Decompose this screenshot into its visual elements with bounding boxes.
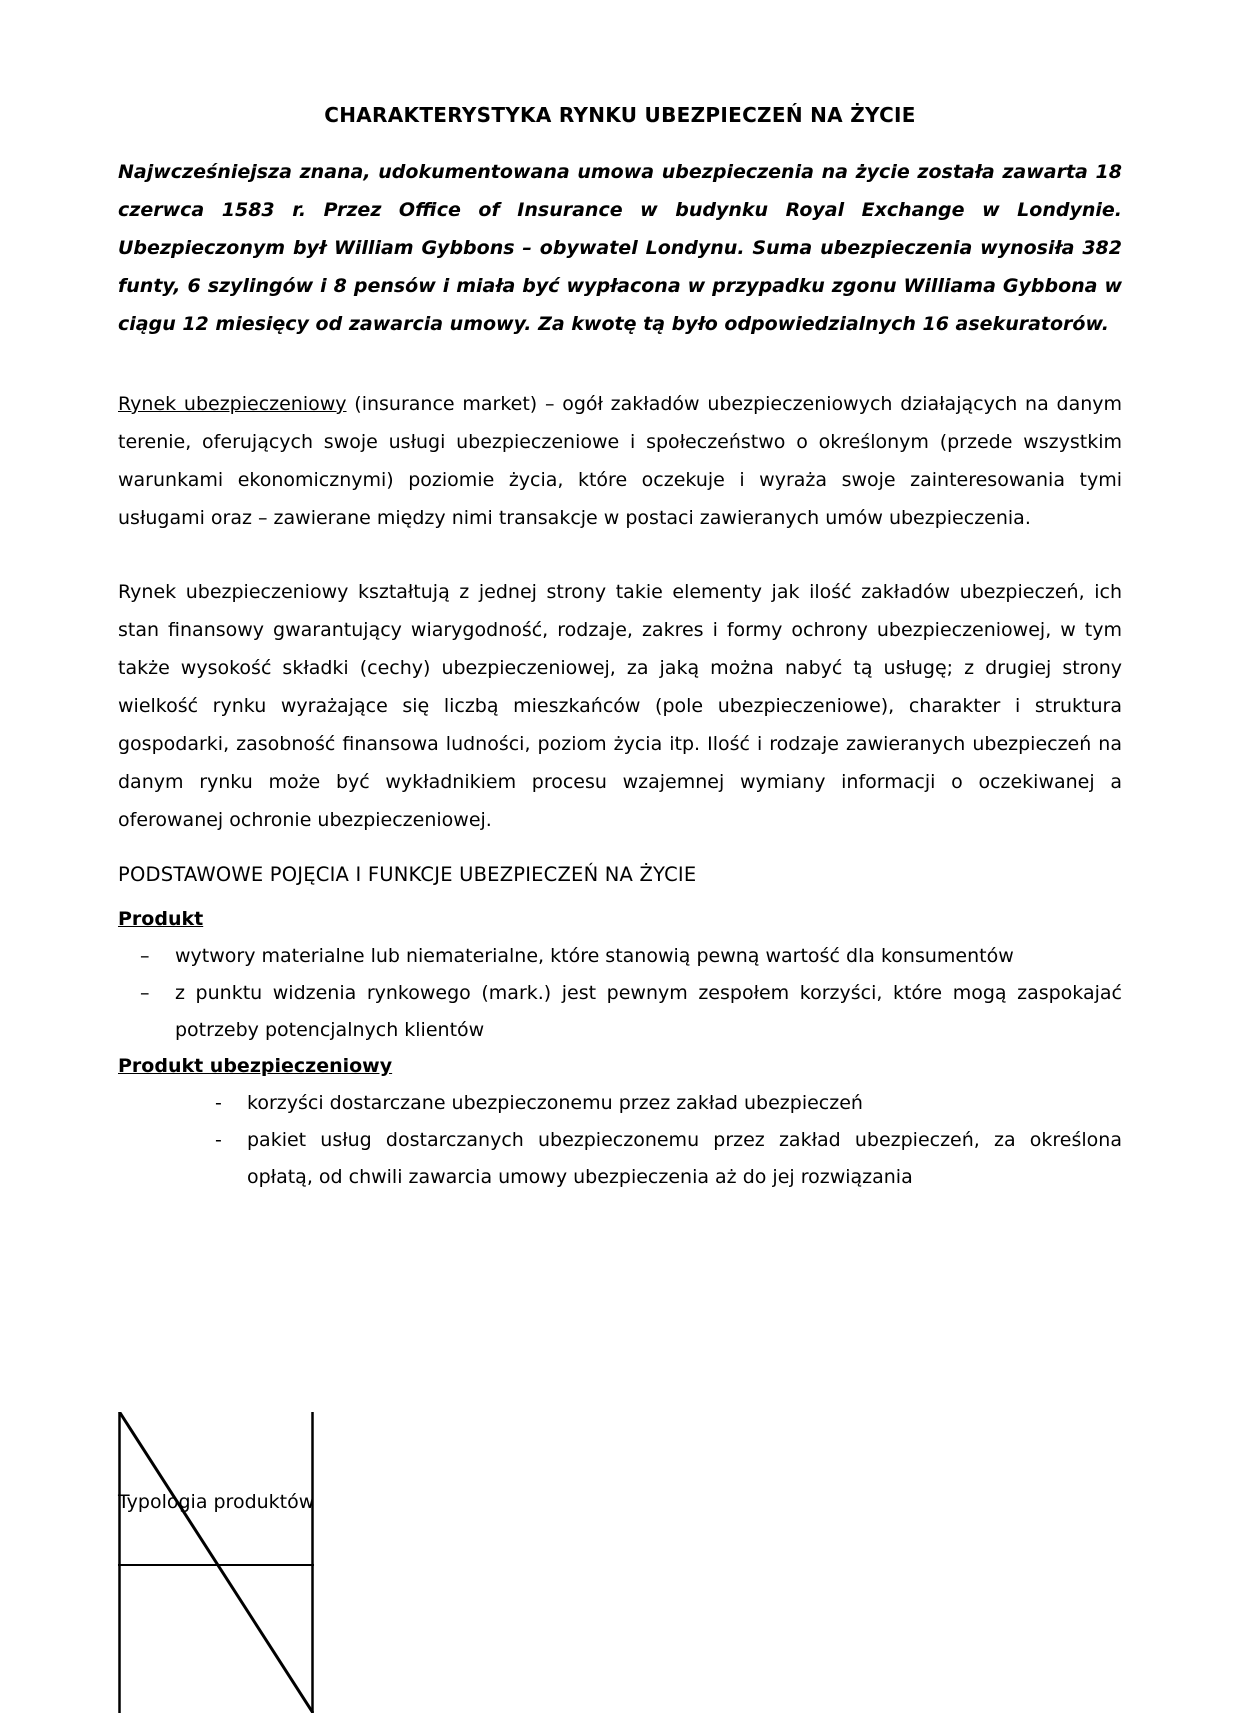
heading-produkt-ubezpieczeniowy: Produkt ubezpieczeniowy bbox=[118, 1055, 393, 1077]
section-heading-basic-concepts: PODSTAWOWE POJĘCIA I FUNKCJE UBEZPIECZEŃ NA ŻYCIE bbox=[118, 863, 697, 886]
dash-marker: – bbox=[140, 982, 150, 1004]
list-item-text: z punktu widzenia rynkowego (mark.) jest pewnym zespołem korzyści, które mogą zaspokajać potrzeby potencjalnych klientów bbox=[175, 982, 1122, 1041]
list-item-text: wytwory materialne lub niematerialne, które stanowią pewną wartość dla konsumentów bbox=[175, 945, 1014, 967]
diagram-diagonal-line bbox=[120, 1412, 314, 1713]
hyphen-marker: - bbox=[215, 1129, 222, 1151]
list-item bbox=[118, 975, 1122, 1049]
produkt-list bbox=[118, 938, 1122, 1049]
typology-diagram-label: Typologia produktów bbox=[118, 1491, 315, 1513]
market-definition-text: (insurance market) – ogół zakładów ubezpieczeniowych działających na danym terenie, oferujących swoje usługi ubezpieczeniowe i społeczeństwo o określonym (przede wszystkim warunkami ekonomicznymi) poziomie życia, które oczekuje i wyraża swoje zainteresowania tymi usługami oraz – zawierane między nimi transakcje w postaci zawieranych umów ubezpieczenia. bbox=[118, 393, 1122, 529]
dash-marker: – bbox=[140, 945, 150, 967]
list-item bbox=[118, 1085, 1122, 1122]
paragraph-market-definition bbox=[118, 385, 1122, 537]
heading-produkt: Produkt bbox=[118, 908, 204, 930]
paragraph-market-shape: Rynek ubezpieczeniowy kształtują z jednej strony takie elementy jak ilość zakładów ubezpieczeń, ich stan finansowy gwarantujący wiarygodność, rodzaje, zakres i formy ochrony ubezpieczeniowej, w tym także wysokość składki (cechy) ubezpieczeniowej, za jaką można nabyć tą usługę; z drugiej strony wielkość rynku wyrażające się liczbą mieszkańców (pole ubezpieczeniowe), charakter i struktura gospodarki, zasobność finansowa ludności, poziom życia itp. Ilość i rodzaje zawieranych ubezpieczeń na danym rynku może być wykładnikiem procesu wzajemnej wymiany informacji o oczekiwanej a oferowanej ochronie ubezpieczeniowej. bbox=[118, 581, 1122, 831]
paragraph-intro: Najwcześniejsza znana, udokumentowana umowa ubezpieczenia na życie została zawarta 18 czerwca 1583 r. Przez Office of Insurance w budynku Royal Exchange w Londynie. Ubezpieczonym był William Gybbons – obywatel Londynu. Suma ubezpieczenia wynosiła 382 funty, 6 szylingów i 8 pensów i miała być wypłacona w przypadku zgonu Williama Gybbona w ciągu 12 miesięcy od zawarcia umowy. Za kwotę tą było odpowiedzialnych 16 asekuratorów. bbox=[118, 161, 1122, 335]
list-item-text: pakiet usług dostarczanych ubezpieczonemu przez zakład ubezpieczeń, za określona opłatą, od chwili zawarcia umowy ubezpieczenia aż do jej rozwiązania bbox=[247, 1129, 1122, 1188]
typology-diagram-lines bbox=[118, 1412, 314, 1713]
produkt-ubezpieczeniowy-list bbox=[118, 1085, 1122, 1196]
hyphen-marker: - bbox=[215, 1092, 222, 1114]
document-content bbox=[118, 0, 1122, 1196]
list-item-text: korzyści dostarczane ubezpieczonemu przez zakład ubezpieczeń bbox=[247, 1092, 863, 1114]
page-title: CHARAKTERYSTYKA RYNKU UBEZPIECZEŃ NA ŻYCIE bbox=[324, 103, 916, 127]
list-item bbox=[118, 1122, 1122, 1196]
list-item bbox=[118, 938, 1122, 975]
typology-diagram bbox=[118, 1412, 348, 1713]
term-rynek-ubezpieczeniowy: Rynek ubezpieczeniowy bbox=[118, 393, 347, 415]
